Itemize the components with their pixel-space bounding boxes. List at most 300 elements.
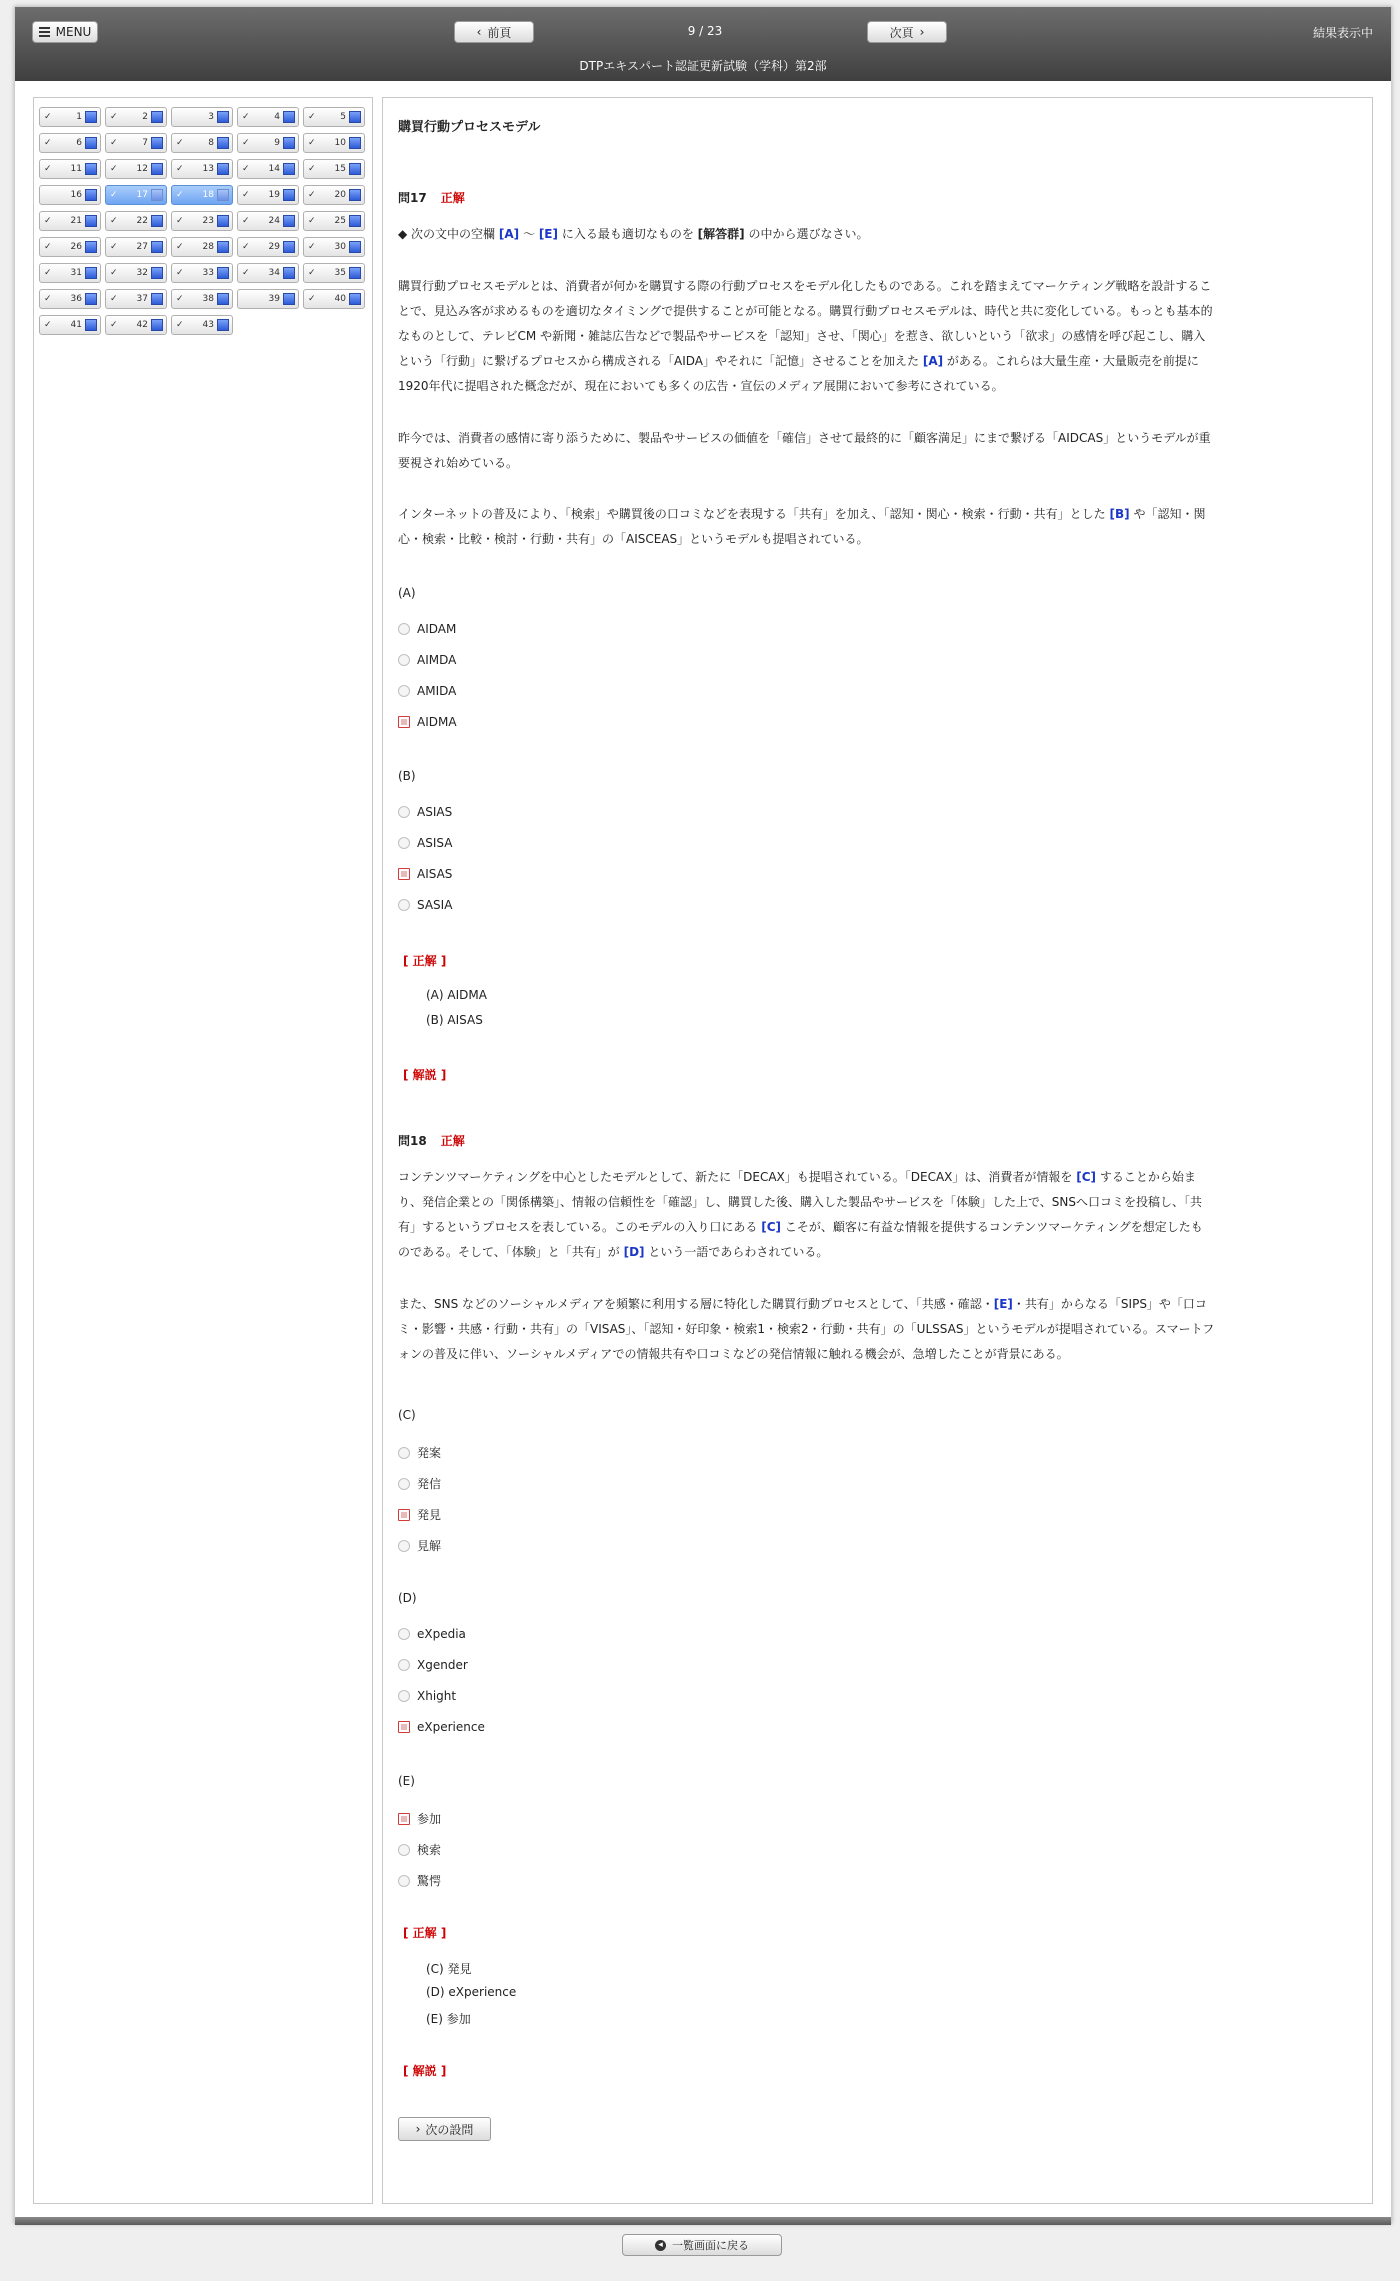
option-label: 発信 [417, 1477, 442, 1491]
tilde: 〜 [522, 227, 535, 241]
text-fragment: という一語であらわされている。 [648, 1245, 829, 1259]
question-number: 16 [70, 190, 82, 200]
flag-icon[interactable] [349, 189, 361, 201]
question-number: 7 [142, 138, 148, 148]
q17-paragraph-2 [398, 426, 1348, 476]
q18-explanation-label: [ 解説 ] [403, 2064, 447, 2078]
chevron-right-icon: › [919, 25, 925, 39]
flag-icon[interactable] [151, 293, 163, 305]
instruction-mid: に入る最も適切なものを [561, 227, 694, 241]
check-icon: ✓ [44, 216, 52, 226]
check-icon: ✓ [308, 138, 316, 148]
check-icon: ✓ [110, 216, 118, 226]
check-icon: ✓ [110, 138, 118, 148]
q17-correct-label: [ 正解 ] [403, 954, 447, 968]
option-e-1[interactable] [398, 1810, 441, 1827]
option-label: 驚愕 [417, 1874, 442, 1888]
question-nav-cell[interactable] [171, 159, 233, 179]
blank-a: [A] [498, 227, 520, 241]
group-a-label: (A) [398, 586, 416, 600]
text-line: ミ・影響・共感・行動・共有」の「VISAS」、「認知・好印象・検索1・検索2・行動・共有」の「ULSSAS」というモデルが提唱されている。スマートフ [398, 1322, 1215, 1336]
option-b-4[interactable] [398, 898, 452, 912]
option-e-2[interactable] [398, 1841, 441, 1858]
check-icon: ✓ [176, 164, 184, 174]
check-icon: ✓ [308, 294, 316, 304]
check-icon: ✓ [308, 164, 316, 174]
check-icon: ✓ [242, 190, 250, 200]
question-number: 20 [334, 190, 346, 200]
question-nav-cell[interactable] [105, 133, 167, 153]
question-number: 1 [76, 112, 82, 122]
check-icon: ✓ [308, 216, 316, 226]
blank-c: [C] [1076, 1170, 1096, 1184]
question-number: 43 [202, 320, 214, 330]
check-icon: ✓ [44, 164, 52, 174]
text-fragment: することから始ま [1099, 1170, 1196, 1184]
check-icon: ✓ [44, 242, 52, 252]
question-number: 38 [202, 294, 214, 304]
option-b-2[interactable] [398, 836, 452, 850]
blank-a: [A] [922, 354, 944, 368]
question-number: 6 [76, 138, 82, 148]
q17-label: 問17 [398, 191, 427, 205]
question-number: 30 [334, 242, 346, 252]
radio-icon [398, 654, 410, 666]
flag-icon[interactable] [217, 111, 229, 123]
check-icon: ✓ [242, 164, 250, 174]
question-nav-cell[interactable] [39, 185, 101, 205]
check-icon: ✓ [110, 294, 118, 304]
option-d-2[interactable] [398, 1658, 468, 1672]
question-nav-cell[interactable] [171, 133, 233, 153]
question-nav-cell[interactable] [237, 237, 299, 257]
option-label: 発案 [417, 1446, 442, 1460]
flag-icon[interactable] [151, 111, 163, 123]
question-nav-cell[interactable] [303, 289, 365, 309]
check-icon: ✓ [308, 268, 316, 278]
exam-title: DTPエキスパート認証更新試験（学科）第2部 [579, 59, 827, 73]
flag-icon[interactable] [217, 319, 229, 331]
question-nav-cell[interactable] [171, 263, 233, 283]
flag-icon[interactable] [217, 189, 229, 201]
flag-icon[interactable] [217, 241, 229, 253]
page-counter: 9 / 23 [687, 24, 723, 38]
question-number: 19 [268, 190, 280, 200]
check-icon: ✓ [44, 320, 52, 330]
question-nav-cell[interactable] [105, 237, 167, 257]
header-bar [15, 7, 1391, 81]
radio-icon [398, 1540, 410, 1552]
result-status: 結果表示中 [1312, 26, 1373, 40]
question-number: 42 [136, 320, 148, 330]
option-b-1[interactable] [398, 805, 452, 819]
option-e-3[interactable] [398, 1872, 441, 1889]
text-line [398, 1215, 1348, 1240]
question-nav-cell[interactable] [171, 185, 233, 205]
section-title: 購買行動プロセスモデル [398, 120, 541, 135]
text-line [398, 502, 1348, 527]
question-nav-cell[interactable] [105, 185, 167, 205]
check-icon: ✓ [242, 242, 250, 252]
flag-icon[interactable] [283, 189, 295, 201]
question-nav-cell[interactable] [237, 107, 299, 127]
flag-icon[interactable] [85, 163, 97, 175]
prev-page-button[interactable] [454, 21, 534, 43]
check-icon: ✓ [110, 242, 118, 252]
question-nav-cell[interactable] [39, 263, 101, 283]
question-number: 40 [334, 294, 346, 304]
q18-answer-2: (D) eXperience [426, 1985, 517, 1999]
question-number: 27 [136, 242, 148, 252]
option-a-1[interactable] [398, 622, 456, 636]
flag-icon[interactable] [349, 267, 361, 279]
blank-b: [B] [1109, 507, 1130, 521]
flag-icon[interactable] [349, 111, 361, 123]
question-number: 41 [70, 320, 82, 330]
check-icon: ✓ [44, 294, 52, 304]
next-label: 次頁 [889, 25, 914, 40]
question-nav-cell[interactable] [303, 185, 365, 205]
back-arrow-icon: ◂ [655, 2240, 666, 2251]
next-question-button[interactable] [398, 2117, 491, 2141]
flag-icon[interactable] [349, 215, 361, 227]
question-nav-cell[interactable] [237, 185, 299, 205]
text-fragment: また、SNS などのソーシャルメディアを頻繁に利用する層に特化した購買行動プロセスとして、「共感・確認・ [398, 1297, 994, 1311]
question-number: 10 [334, 138, 346, 148]
text-fragment: こそが、顧客に有益な情報を提供するコンテンツマーケティングを想定したも [784, 1220, 1203, 1234]
instruction-prefix: ◆ 次の文中の空欄 [398, 227, 496, 241]
question-nav-cell[interactable] [303, 133, 365, 153]
q17-result: 正解 [440, 191, 465, 205]
question-number: 22 [136, 216, 148, 226]
blank-c: [C] [761, 1220, 782, 1234]
question-nav-cell[interactable] [171, 289, 233, 309]
radio-icon [398, 1628, 410, 1640]
check-icon: ✓ [242, 216, 250, 226]
question-number: 37 [136, 294, 148, 304]
q18-paragraph-1 [398, 1165, 1348, 1265]
check-icon: ✓ [176, 242, 184, 252]
prev-label: 前頁 [487, 25, 512, 40]
answer-group-label: [解答群] [697, 227, 745, 241]
flag-icon[interactable] [151, 189, 163, 201]
next-question-label: 次の設問 [425, 2122, 474, 2137]
question-nav-cell[interactable] [39, 315, 101, 335]
question-number: 11 [70, 164, 82, 174]
flag-icon[interactable] [283, 267, 295, 279]
question-grid [39, 107, 369, 335]
text-fragment: 有」するというプロセスを表している。このモデルの入り口にある [398, 1220, 758, 1234]
q17-answer-1: (A) AIDMA [426, 988, 487, 1002]
selected-radio-icon [398, 1509, 410, 1521]
flag-icon[interactable] [151, 215, 163, 227]
option-c-4[interactable] [398, 1537, 441, 1554]
question-number: 29 [268, 242, 280, 252]
check-icon: ✓ [308, 242, 316, 252]
option-d-4[interactable] [398, 1720, 485, 1734]
blank-e: [E] [993, 1297, 1013, 1311]
flag-icon[interactable] [151, 241, 163, 253]
check-icon: ✓ [110, 164, 118, 174]
question-number: 25 [334, 216, 346, 226]
q18-result: 正解 [440, 1134, 465, 1148]
selected-radio-icon [398, 1813, 410, 1825]
question-nav-cell[interactable] [303, 107, 365, 127]
question-nav-cell[interactable] [105, 289, 167, 309]
option-label: AMIDA [417, 684, 457, 698]
radio-icon [398, 1447, 410, 1459]
group-b-label: (B) [398, 769, 416, 783]
option-label: 見解 [417, 1539, 442, 1553]
question-nav-cell[interactable] [39, 159, 101, 179]
blank-d: [D] [623, 1245, 645, 1259]
group-c-label: (C) [398, 1408, 416, 1422]
text-line: なものとして、テレビCM や新聞・雑誌広告などで製品やサービスを「認知」させ、「関心」を惹き、欲しいという「欲求」の感情を呼び起こし、購入 [398, 329, 1206, 343]
flag-icon[interactable] [217, 267, 229, 279]
text-line: ォンの普及に伴い、ソーシャルメディアでの情報共有や口コミなどの発信情報に触れる機会が、急増したことが背景にある。 [398, 1347, 1069, 1361]
text-line: とで、見込み客が求めるものを適切なタイミングで提供することが可能となる。購買行動プロセスモデルは、時代と共に変化している。もっとも基本的 [398, 304, 1213, 318]
option-a-3[interactable] [398, 684, 456, 698]
text-line [398, 1165, 1348, 1190]
flag-icon[interactable] [283, 241, 295, 253]
option-label: AIDAM [417, 622, 457, 636]
flag-icon[interactable] [283, 163, 295, 175]
option-label: Xhight [417, 1689, 457, 1703]
flag-icon[interactable] [349, 241, 361, 253]
question-number: 32 [136, 268, 148, 278]
question-nav-cell[interactable] [237, 133, 299, 153]
question-number: 26 [70, 242, 82, 252]
question-nav-cell[interactable] [105, 159, 167, 179]
question-number: 33 [202, 268, 214, 278]
option-label: AIDMA [417, 715, 457, 729]
bottom-bar [15, 2217, 1391, 2225]
q17-instruction [398, 225, 868, 242]
flag-icon[interactable] [85, 319, 97, 331]
instruction-suffix: の中から選びなさい。 [748, 227, 869, 241]
option-c-1[interactable] [398, 1444, 441, 1461]
option-label: 参加 [417, 1812, 442, 1826]
question-number: 3 [208, 112, 214, 122]
group-d-label: (D) [398, 1591, 417, 1605]
selected-radio-icon [398, 868, 410, 880]
flag-icon[interactable] [217, 137, 229, 149]
chevron-left-icon: ‹ [476, 25, 482, 39]
question-number: 2 [142, 112, 148, 122]
check-icon: ✓ [242, 268, 250, 278]
radio-icon [398, 1844, 410, 1856]
check-icon: ✓ [176, 216, 184, 226]
flag-icon[interactable] [349, 163, 361, 175]
check-icon: ✓ [176, 294, 184, 304]
flag-icon[interactable] [151, 319, 163, 331]
hamburger-icon [39, 25, 50, 39]
question-nav-cell[interactable] [237, 263, 299, 283]
question-number: 4 [274, 112, 280, 122]
flag-icon[interactable] [151, 137, 163, 149]
flag-icon[interactable] [349, 293, 361, 305]
flag-icon[interactable] [85, 215, 97, 227]
q17-explanation-label: [ 解説 ] [403, 1068, 447, 1082]
radio-icon [398, 1875, 410, 1887]
back-to-list-button[interactable] [622, 2234, 782, 2256]
text-line: 心・検索・比較・検討・行動・共有」の「AISCEAS」というモデルも提唱されている。 [398, 532, 869, 546]
option-b-3[interactable] [398, 867, 452, 881]
question-nav-cell[interactable] [171, 315, 233, 335]
text-fragment: コンテンツマーケティングを中心としたモデルとして、新たに「DECAX」も提唱されている。「DECAX」は、消費者が情報を [398, 1170, 1073, 1184]
text-line [398, 1240, 1348, 1265]
text-line: り、発信企業との「関係構築」、情報の信頼性を「確認」し、購買した後、購入した製品やサービスを「体験」した上で、SNSへ口コミを投稿し、「共 [398, 1195, 1202, 1209]
question-nav-cell[interactable] [105, 263, 167, 283]
flag-icon[interactable] [283, 215, 295, 227]
q17-answer-2: (B) AISAS [426, 1013, 483, 1027]
back-label: 一覧画面に戻る [672, 2239, 749, 2252]
question-nav-cell[interactable] [237, 289, 299, 309]
question-nav-cell[interactable] [39, 133, 101, 153]
question-number: 23 [202, 216, 214, 226]
question-number: 36 [70, 294, 82, 304]
question-nav-cell[interactable] [237, 159, 299, 179]
text-line [398, 349, 1348, 374]
question-nav-cell[interactable] [171, 211, 233, 231]
option-label: eXperience [417, 1720, 485, 1734]
flag-icon[interactable] [283, 111, 295, 123]
question-nav-cell[interactable] [303, 237, 365, 257]
menu-button[interactable] [32, 21, 98, 43]
option-label: ASISA [417, 836, 453, 850]
check-icon: ✓ [110, 268, 118, 278]
check-icon: ✓ [44, 112, 52, 122]
app-frame [14, 6, 1392, 2224]
radio-icon [398, 899, 410, 911]
flag-icon[interactable] [283, 137, 295, 149]
text-line: 昨今では、消費者の感情に寄り添うために、製品やサービスの価値を「確信」させて最終的に「顧客満足」にまで繋げる「AIDCAS」というモデルが重 [398, 431, 1211, 445]
check-icon: ✓ [242, 138, 250, 148]
text-line [398, 1292, 1348, 1317]
text-line: 要視され始めている。 [398, 456, 519, 470]
question-nav-cell[interactable] [171, 107, 233, 127]
question-number: 21 [70, 216, 82, 226]
flag-icon[interactable] [85, 189, 97, 201]
flag-icon[interactable] [85, 137, 97, 149]
q18-answer-1: (C) 発見 [426, 1962, 472, 1976]
question-nav-cell[interactable] [39, 289, 101, 309]
question-number: 17 [136, 190, 148, 200]
check-icon: ✓ [44, 268, 52, 278]
selected-radio-icon [398, 1721, 410, 1733]
check-icon: ✓ [308, 190, 316, 200]
question-number: 9 [274, 138, 280, 148]
flag-icon[interactable] [85, 111, 97, 123]
option-a-2[interactable] [398, 653, 456, 667]
question-nav-cell[interactable] [303, 263, 365, 283]
question-number: 5 [340, 112, 346, 122]
question-nav-cell[interactable] [39, 237, 101, 257]
option-label: Xgender [417, 1658, 468, 1672]
option-label: AIMDA [417, 653, 457, 667]
flag-icon[interactable] [217, 215, 229, 227]
flag-icon[interactable] [85, 267, 97, 279]
radio-icon [398, 837, 410, 849]
option-c-2[interactable] [398, 1475, 441, 1492]
question-nav-cell[interactable] [171, 237, 233, 257]
group-e-label: (E) [398, 1774, 415, 1788]
flag-icon[interactable] [283, 293, 295, 305]
check-icon: ✓ [176, 138, 184, 148]
chevron-right-icon: › [415, 2122, 421, 2136]
question-number: 12 [136, 164, 148, 174]
question-number: 34 [268, 268, 280, 278]
question-nav-cell[interactable] [105, 211, 167, 231]
question-nav-cell[interactable] [105, 107, 167, 127]
question-number: 14 [268, 164, 280, 174]
question-content [382, 97, 1373, 2204]
question-nav-cell[interactable] [303, 159, 365, 179]
q18-heading [398, 1132, 465, 1149]
radio-icon [398, 685, 410, 697]
flag-icon[interactable] [349, 137, 361, 149]
q17-paragraph-3 [398, 502, 1348, 552]
question-number: 8 [208, 138, 214, 148]
question-nav-cell[interactable] [237, 211, 299, 231]
option-label: eXpedia [417, 1627, 466, 1641]
selected-radio-icon [398, 716, 410, 728]
option-label: 検索 [417, 1843, 442, 1857]
text-fragment: のである。そして、「体験」と「共有」が [398, 1245, 620, 1259]
q18-paragraph-2 [398, 1292, 1348, 1367]
radio-icon [398, 623, 410, 635]
check-icon: ✓ [110, 320, 118, 330]
check-icon: ✓ [176, 320, 184, 330]
question-number: 15 [334, 164, 346, 174]
check-icon: ✓ [110, 190, 118, 200]
flag-icon[interactable] [217, 293, 229, 305]
question-number: 39 [268, 294, 280, 304]
text-fragment: インターネットの普及により、「検索」や購買後の口コミなどを表現する「共有」を加え、「認知・関心・検索・行動・共有」とした [398, 507, 1106, 521]
question-number: 24 [268, 216, 280, 226]
question-nav-cell[interactable] [105, 315, 167, 335]
text-line: 1920年代に提唱された概念だが、現在においても多くの広告・宣伝のメディア展開において参考にされている。 [398, 379, 1004, 393]
question-nav-cell[interactable] [39, 107, 101, 127]
radio-icon [398, 806, 410, 818]
flag-icon[interactable] [85, 241, 97, 253]
menu-label: MENU [55, 25, 92, 39]
q18-label: 問18 [398, 1134, 427, 1148]
option-d-1[interactable] [398, 1627, 466, 1641]
question-nav-cell[interactable] [39, 211, 101, 231]
text-fragment: という「行動」に繋げるプロセスから構成される「AIDA」やそれに「記憶」させることを加えた [398, 354, 919, 368]
text-fragment: がある。これらは大量生産・大量販売を前提に [946, 354, 1199, 368]
check-icon: ✓ [176, 268, 184, 278]
option-a-4[interactable] [398, 715, 457, 729]
flag-icon[interactable] [151, 267, 163, 279]
flag-icon[interactable] [85, 293, 97, 305]
flag-icon[interactable] [217, 163, 229, 175]
option-d-3[interactable] [398, 1689, 456, 1703]
option-c-3[interactable] [398, 1506, 441, 1523]
question-nav-cell[interactable] [303, 211, 365, 231]
option-label: AISAS [417, 867, 453, 881]
text-fragment: ・共有」からなる「SIPS」や「口コ [1012, 1297, 1207, 1311]
question-number: 35 [334, 268, 346, 278]
check-icon: ✓ [308, 112, 316, 122]
flag-icon[interactable] [151, 163, 163, 175]
next-page-button[interactable] [867, 21, 947, 43]
q17-heading [398, 189, 465, 206]
q18-answer-3: (E) 参加 [426, 2012, 471, 2026]
option-label: ASIAS [417, 805, 453, 819]
text-line: 購買行動プロセスモデルとは、消費者が何かを購買する際の行動プロセスをモデル化したものである。これを踏まえてマーケティング戦略を設計するこ [398, 279, 1212, 293]
